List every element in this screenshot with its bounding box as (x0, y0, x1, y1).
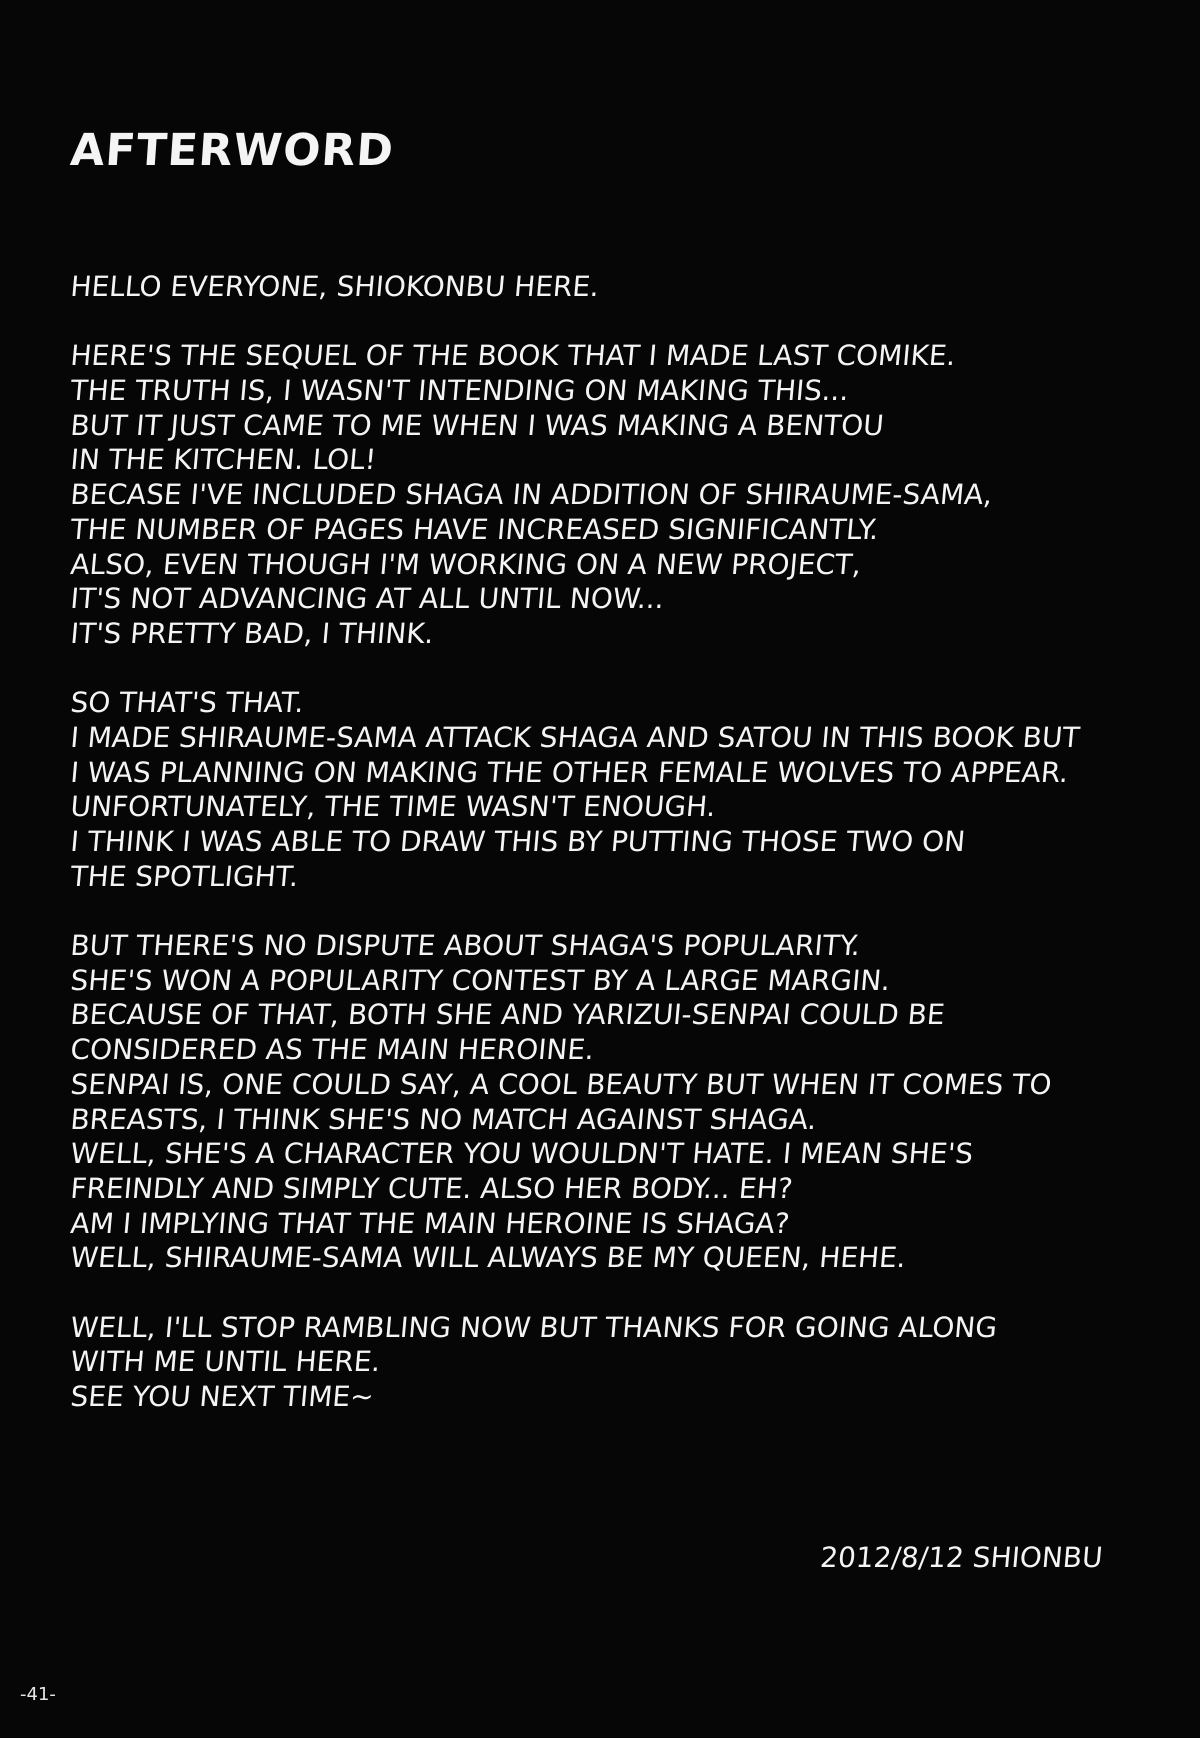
text-line: HERE'S THE SEQUEL OF THE BOOK THAT I MADE LAST COMIKE. (69, 339, 957, 373)
text-line: BECASE I'VE INCLUDED SHAGA IN ADDITION OF SHIRAUME-SAMA, (69, 478, 994, 512)
text-line: WELL, SHE'S A CHARACTER YOU WOULDN'T HATE. I MEAN SHE'S (69, 1137, 975, 1171)
afterword-body (69, 270, 1152, 1415)
text-line: IN THE KITCHEN. LOL! (69, 443, 378, 477)
text-line: ALSO, EVEN THOUGH I'M WORKING ON A NEW PROJECT, (69, 547, 863, 581)
text-line: FREINDLY AND SIMPLY CUTE. ALSO HER BODY... EH? (69, 1171, 795, 1205)
text-line: I THINK I WAS ABLE TO DRAW THIS BY PUTTING THOSE TWO ON (69, 825, 967, 858)
text-line: WITH ME UNTIL HERE. (69, 1345, 382, 1379)
paragraph-gap (72, 652, 1152, 687)
paragraph-popularity (69, 929, 1152, 1276)
paragraph-gap (72, 305, 1152, 340)
text-line: CONSIDERED AS THE MAIN HEROINE. (69, 1033, 596, 1067)
text-line: AM I IMPLYING THAT THE MAIN HEROINE IS SHAGA? (69, 1206, 791, 1240)
text-line: UNFORTUNATELY, THE TIME WASN'T ENOUGH. (69, 790, 718, 824)
text-line: BUT IT JUST CAME TO ME WHEN I WAS MAKING A BENTOU (69, 408, 886, 442)
paragraph-closing (69, 1310, 1152, 1415)
text-line: HELLO EVERYONE, SHIOKONBU HERE. (69, 270, 601, 303)
paragraph-gap (72, 894, 1152, 929)
text-line: THE TRUTH IS, I WASN'T INTENDING ON MAKING THIS... (69, 374, 851, 408)
text-line: THE NUMBER OF PAGES HAVE INCREASED SIGNIFICANTLY. (69, 512, 880, 546)
paragraph-sequel (69, 339, 1152, 651)
paragraph-greeting (69, 270, 1152, 305)
text-line: BREASTS, I THINK SHE'S NO MATCH AGAINST SHAGA. (69, 1102, 818, 1136)
text-line: I WAS PLANNING ON MAKING THE OTHER FEMALE WOLVES TO APPEAR. (69, 755, 1070, 789)
text-line: IT'S PRETTY BAD, I THINK. (69, 616, 435, 650)
text-line: BUT THERE'S NO DISPUTE ABOUT SHAGA'S POPULARITY. (69, 929, 862, 963)
text-line: SEE YOU NEXT TIME~ (69, 1380, 376, 1413)
page-number: -41- (20, 1684, 56, 1705)
text-line: WELL, I'LL STOP RAMBLING NOW BUT THANKS FOR GOING ALONG (69, 1310, 999, 1344)
paragraph-gap (72, 1276, 1152, 1311)
text-line: BECAUSE OF THAT, BOTH SHE AND YARIZUI-SENPAI COULD BE (69, 998, 947, 1032)
text-line: IT'S NOT ADVANCING AT ALL UNTIL NOW... (69, 582, 666, 616)
text-line: SO THAT'S THAT. (69, 686, 306, 720)
text-line: THE SPOTLIGHT. (69, 859, 300, 893)
page-title: AFTERWORD (68, 125, 396, 177)
text-line: I MADE SHIRAUME-SAMA ATTACK SHAGA AND SATOU IN THIS BOOK BUT (69, 720, 1081, 754)
signature-date: 2012/8/12 SHIONBU (818, 1541, 1104, 1574)
text-line: SENPAI IS, ONE COULD SAY, A COOL BEAUTY BUT WHEN IT COMES TO (69, 1067, 1053, 1101)
text-line: WELL, SHIRAUME-SAMA WILL ALWAYS BE MY QUEEN, HEHE. (69, 1241, 908, 1275)
paragraph-spotlight (69, 686, 1152, 894)
text-line: SHE'S WON A POPULARITY CONTEST BY A LARGE MARGIN. (69, 963, 892, 997)
